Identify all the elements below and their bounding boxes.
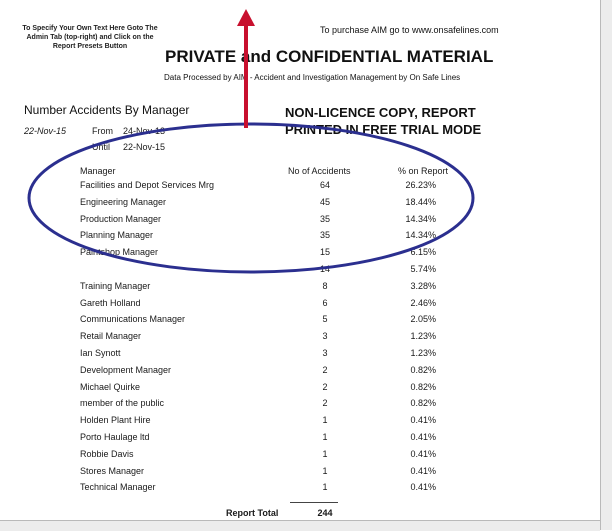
cell-count: 6 bbox=[322, 297, 328, 308]
until-date: 22-Nov-15 bbox=[123, 142, 166, 152]
cell-count: 2 bbox=[322, 398, 328, 409]
cell-count: 2 bbox=[322, 381, 328, 392]
cell-manager: Retail Manager bbox=[80, 331, 142, 342]
cell-pct: 2.05% bbox=[410, 314, 436, 325]
table-row bbox=[0, 432, 600, 449]
cell-manager: Engineering Manager bbox=[80, 196, 167, 207]
cell-count: 1 bbox=[322, 482, 328, 493]
table-row bbox=[0, 398, 600, 415]
cell-manager: Facilities and Depot Services Mrg bbox=[80, 180, 215, 190]
cell-pct: 0.41% bbox=[410, 465, 436, 476]
page-title: PRIVATE and CONFIDENTIAL MATERIAL bbox=[165, 47, 494, 66]
cell-manager: Holden Plant Hire bbox=[80, 415, 151, 426]
report-date: 22-Nov-15 bbox=[24, 126, 67, 136]
cell-manager: Gareth Holland bbox=[80, 297, 141, 308]
cell-pct: 26.23% bbox=[405, 180, 436, 190]
cell-count: 45 bbox=[319, 196, 330, 207]
admin-note: To Specify Your Own Text Here Goto The Admin Tab (top-right) and Click on the Report Presets Button bbox=[22, 25, 158, 50]
cell-manager: Porto Haulage ltd bbox=[80, 432, 150, 442]
table-row bbox=[0, 415, 600, 432]
purchase-text: To purchase AIM go to www.onsafelines.com bbox=[320, 25, 499, 35]
cell-count: 35 bbox=[319, 230, 330, 241]
table-row bbox=[0, 365, 600, 382]
cell-manager: Ian Synott bbox=[80, 348, 121, 358]
cell-pct: 0.41% bbox=[410, 482, 436, 493]
page-subtitle: Data Processed by AIM - Accident and Investigation Management by On Safe Lines bbox=[164, 73, 461, 82]
cell-count: 64 bbox=[319, 180, 330, 190]
cell-pct: 6.15% bbox=[410, 247, 436, 258]
cell-count: 2 bbox=[322, 364, 328, 375]
cell-manager: Production Manager bbox=[80, 213, 162, 224]
cell-manager: Technical Manager bbox=[80, 482, 156, 493]
cell-pct: 1.23% bbox=[410, 331, 436, 342]
table-row bbox=[0, 264, 600, 281]
from-date: 24-Nov-13 bbox=[123, 126, 166, 136]
cell-pct: 5.74% bbox=[410, 264, 436, 274]
licence-line-1: NON-LICENCE COPY, REPORT bbox=[285, 105, 476, 120]
cell-count: 1 bbox=[322, 448, 328, 459]
cell-count: 8 bbox=[322, 280, 328, 291]
table-row bbox=[0, 382, 600, 399]
cell-pct: 14.34% bbox=[405, 213, 436, 224]
cell-count: 35 bbox=[319, 213, 330, 224]
cell-manager: Training Manager bbox=[80, 280, 151, 291]
from-label: From bbox=[92, 126, 113, 136]
cell-count: 1 bbox=[322, 465, 328, 476]
cell-count: 3 bbox=[322, 331, 328, 342]
cell-count: 15 bbox=[319, 247, 330, 258]
report-title: Number Accidents By Manager bbox=[24, 103, 190, 117]
cell-pct: 3.28% bbox=[410, 280, 436, 291]
table-row bbox=[0, 230, 600, 247]
table-row bbox=[0, 180, 600, 197]
cell-manager: Communications Manager bbox=[80, 314, 186, 325]
table-row bbox=[0, 197, 600, 214]
cell-pct: 2.46% bbox=[410, 297, 436, 308]
cell-pct: 0.82% bbox=[410, 381, 436, 392]
table-row bbox=[0, 466, 600, 483]
table-row bbox=[0, 247, 600, 264]
licence-line-2: PRINTED IN FREE TRIAL MODE bbox=[285, 122, 482, 137]
total-rule bbox=[290, 502, 338, 503]
table-row bbox=[0, 281, 600, 298]
table-row bbox=[0, 449, 600, 466]
window-right-edge bbox=[600, 0, 612, 530]
header-count: No of Accidents bbox=[288, 166, 351, 176]
cell-pct: 1.23% bbox=[410, 348, 436, 358]
cell-pct: 14.34% bbox=[405, 230, 436, 241]
annotation-arrow-head bbox=[237, 9, 255, 26]
cell-manager: member of the public bbox=[80, 398, 165, 409]
table-row bbox=[0, 314, 600, 331]
total-value: 244 bbox=[317, 508, 333, 518]
until-label: Until bbox=[92, 142, 111, 152]
cell-manager: Stores Manager bbox=[80, 465, 145, 476]
table-row bbox=[0, 348, 600, 365]
cell-manager: Planning Manager bbox=[80, 230, 154, 241]
table-row bbox=[0, 214, 600, 231]
cell-count: 14 bbox=[319, 264, 330, 274]
cell-manager: Development Manager bbox=[80, 364, 172, 375]
table-row bbox=[0, 482, 600, 499]
cell-count: 1 bbox=[322, 415, 328, 426]
cell-count: 3 bbox=[322, 348, 328, 358]
cell-pct: 0.41% bbox=[410, 448, 436, 459]
header-manager: Manager bbox=[80, 166, 116, 176]
cell-count: 1 bbox=[322, 432, 328, 442]
cell-pct: 0.82% bbox=[410, 364, 436, 375]
header-pct: % on Report bbox=[397, 166, 448, 176]
table-row bbox=[0, 298, 600, 315]
cell-pct: 0.41% bbox=[410, 432, 436, 442]
window-bottom-edge bbox=[0, 520, 600, 531]
cell-count: 5 bbox=[322, 314, 328, 325]
cell-manager: Robbie Davis bbox=[80, 448, 134, 459]
total-label: Report Total bbox=[226, 508, 279, 518]
licence-warning bbox=[285, 104, 481, 138]
cell-pct: 18.44% bbox=[405, 196, 436, 207]
cell-pct: 0.41% bbox=[410, 415, 436, 426]
table-row bbox=[0, 331, 600, 348]
cell-pct: 0.82% bbox=[410, 398, 436, 409]
cell-manager: Michael Quirke bbox=[80, 381, 141, 392]
cell-manager: Paintshop Manager bbox=[80, 247, 159, 258]
